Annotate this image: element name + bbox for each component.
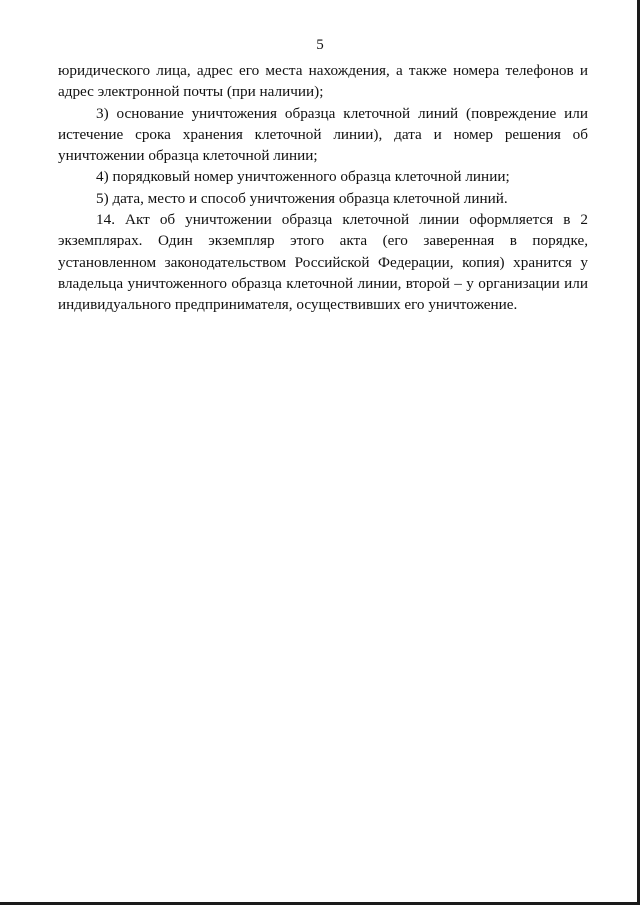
list-item-5 [58, 188, 588, 209]
text-line: 14. Акт об уничтожении образца клеточной линии оформляется в 2 [96, 211, 588, 229]
text-line: 4) порядковый номер уничтоженного образца клеточной линии; [96, 168, 510, 186]
text-line: истечение срока хранения клеточной линии), дата и номер решения об [58, 125, 588, 143]
document-body [58, 60, 588, 316]
text-line: адрес электронной почты (при наличии); [58, 83, 324, 101]
text-line: юридического лица, адрес его места нахождения, а также номера телефонов и [58, 62, 588, 79]
text-line: 3) основание уничтожения образца клеточной линий (повреждение или [96, 104, 588, 122]
paragraph-continuation [58, 60, 588, 103]
list-item-3 [58, 103, 588, 167]
clause-14 [58, 209, 588, 315]
text-line: 5) дата, место и способ уничтожения образца клеточной линий. [96, 189, 508, 207]
text-line: владельца уничтоженного образца клеточной линии, второй – у организации или [58, 274, 588, 292]
page-number: 5 [316, 37, 324, 53]
text-line: индивидуального предпринимателя, осуществивших его уничтожение. [58, 296, 518, 314]
list-item-4 [58, 166, 588, 187]
text-line: установленном законодательством Российской Федерации, копия) хранится у [58, 253, 588, 271]
text-line: экземплярах. Один экземпляр этого акта (его заверенная в порядке, [58, 232, 588, 250]
text-line: уничтожении образца клеточной линии; [58, 147, 318, 165]
